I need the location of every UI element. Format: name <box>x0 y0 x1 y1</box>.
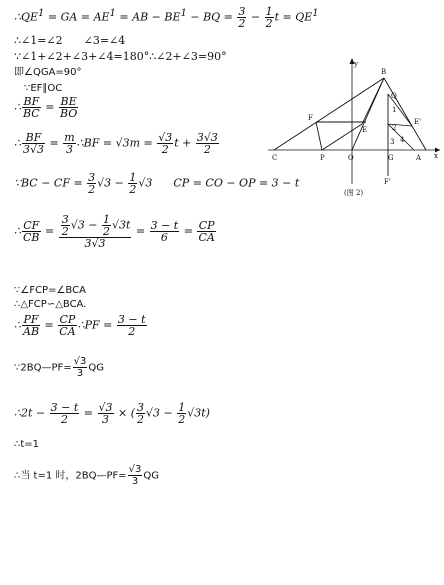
svg-text:F': F' <box>384 178 391 186</box>
svg-text:F: F <box>308 114 313 122</box>
line-5: ∵EF∥OC <box>24 83 63 94</box>
line-14: ∴2t − $\frac{3 - t}{2}$ = $\frac{√3}{3}$ × ( $\frac{3}{2}$ √3 − $\frac{1}{2}$ √3t) <box>14 401 210 426</box>
line-1: $\therefore QE^1$ = GA = $AE^1$ = AB − $BE^1$ − BQ = $\frac{3}{2}$ − $\frac{1}{2}$ $t = QE^1$ <box>14 5 319 30</box>
svg-text:1: 1 <box>392 106 397 114</box>
line-9: ∴ $\frac{CF}{CB}$ = $\frac{3}{2}$ √3 − $\frac{1}{2}$ √3t 3√3 = $\frac{3 - t}{6}$ = $\frac{CP}{CA}$ <box>14 213 215 250</box>
line-2: ∴∠1=∠2 ∠3=∠4 <box>14 34 126 47</box>
line-13: ∵2BQ—PF= $\frac{√3}{3}$ QG <box>14 356 104 379</box>
svg-text:A: A <box>416 154 422 162</box>
line-11: ∴△FCP∽△BCA. <box>14 299 87 310</box>
line-3: ∵∠1+∠2+∠3+∠4=180°∴∠2+∠3=90° <box>14 50 227 63</box>
svg-text:E': E' <box>414 118 422 126</box>
svg-text:P: P <box>320 154 325 162</box>
svg-text:E: E <box>362 126 368 134</box>
figure-caption: (图 2) <box>344 189 364 197</box>
svg-text:G: G <box>388 154 394 162</box>
svg-text:C: C <box>272 154 278 162</box>
y-axis-label: y <box>354 60 358 68</box>
svg-text:2: 2 <box>392 124 397 132</box>
x-axis-label: x <box>434 152 438 160</box>
line-8: ∵BC − CF = $\frac{3}{2}$ √3 − $\frac{1}{2}$ √3 CP = CO − OP = 3 − t <box>14 171 300 196</box>
svg-text:Q: Q <box>391 92 397 100</box>
line-4: 即∠QGA=90° <box>14 67 82 78</box>
svg-text:B: B <box>381 68 387 76</box>
line-12: ∴ $\frac{PF}{AB}$ = $\frac{CP}{CA}$ ∴PF = $\frac{3 - t}{2}$ <box>14 313 146 338</box>
line-15: ∴t=1 <box>14 439 40 450</box>
line-10: ∵∠FCP=∠BCA <box>14 285 86 296</box>
geometry-figure <box>264 54 444 199</box>
svg-text:3: 3 <box>390 138 395 146</box>
line-16: ∴当 t=1 时，2BQ—PF= $\frac{√3}{3}$ QG <box>14 464 159 487</box>
line-7: ∴ $\frac{BF}{3√3}$ = $\frac{m}{3}$ ∴BF = √3m = $\frac{√3}{2}$ t + $\frac{3√3}{2}$ <box>14 131 218 156</box>
svg-text:O: O <box>348 154 354 162</box>
line-6: ∴ $\frac{BF}{BC}$ = $\frac{BE}{BO}$ <box>14 95 78 120</box>
svg-text:4: 4 <box>400 136 405 144</box>
